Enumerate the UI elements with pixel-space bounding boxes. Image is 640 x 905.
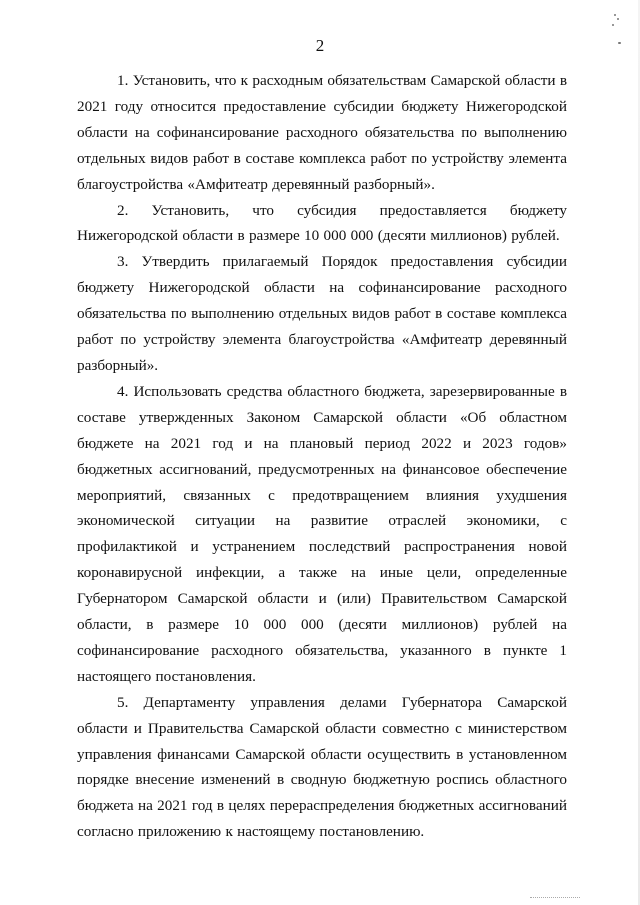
paragraph-1: 1. Установить, что к расходным обязательствам Самарской области в 2021 году относится предоставление субсидии бюджету Нижегородской области на софинансирование расходного обязательства по выполнению отдельных видов работ в составе комплекса работ по устройству элемента благоустройства «Амфитеатр деревянный разборный». — [77, 72, 567, 193]
page-number: 2 — [315, 36, 325, 55]
scan-mark — [612, 24, 614, 26]
scan-mark — [614, 14, 616, 16]
scan-mark-bottom — [530, 897, 580, 899]
paragraph-5: 5. Департаменту управления делами Губернатора Самарской области и Правительства Самарской области совместно с министерством управления финансами Самарской области осуществить в установленном порядке внесение изменений в сводную бюджетную роспись областного бюджета на 2021 год в целях перераспределения бюджетных ассигнований согласно приложению к настоящему постановлению. — [77, 693, 567, 841]
paragraph-3: 3. Утвердить прилагаемый Порядок предоставления субсидии бюджету Нижегородской области на софинансирование расходного обязательства по выполнению отдельных видов работ в составе комплекса работ по устройству элемента благоустройства «Амфитеатр деревянный разборный». — [77, 253, 567, 374]
paragraph-2: 2. Установить, что субсидия предоставляется бюджету Нижегородской области в размере 10 000 000 (десяти миллионов) рублей. — [77, 201, 567, 245]
document-body — [77, 68, 567, 845]
scan-mark — [617, 18, 619, 20]
paragraph-4: 4. Использовать средства областного бюджета, зарезервированные в составе утвержденных Законом Самарской области «Об областном бюджете на 2021 год и на плановый период 2022 и 2023 годов» бюджетных ассигнований, предусмотренных на финансовое обеспечение мероприятий, связанных с предотвращением влияния ухудшения экономической ситуации на развитие отраслей экономики, с профилактикой и устранением последствий распространения новой коронавирусной инфекции, а также на иные цели, определенные Губернатором Самарской области и (или) Правительством Самарской области, в размере 10 000 000 (десяти миллионов) рублей на софинансирование расходного обязательства, указанного в пункте 1 настоящего постановления. — [77, 382, 567, 685]
